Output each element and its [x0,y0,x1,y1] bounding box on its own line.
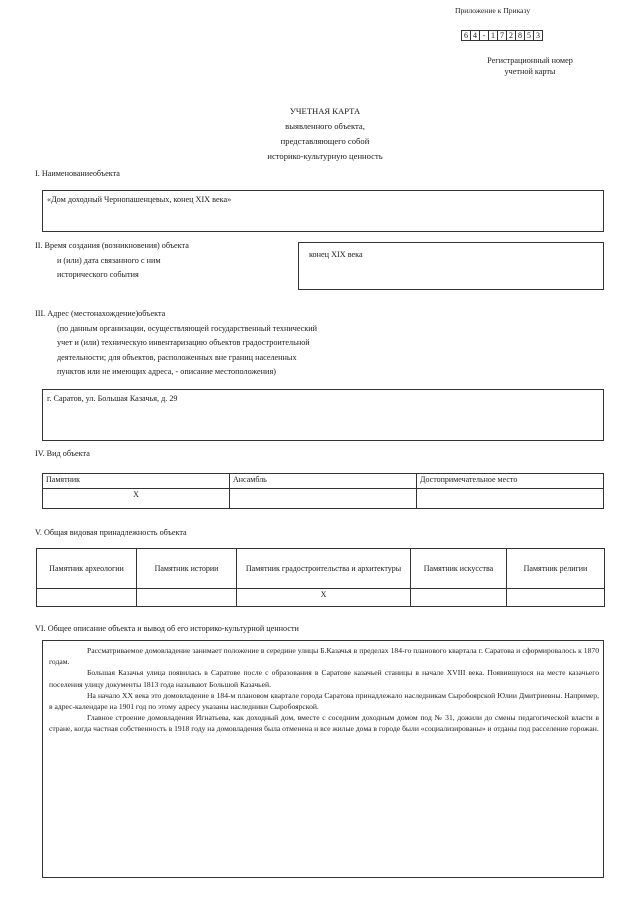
section5-label: V. Общая видовая принадлежность объекта [35,528,187,537]
title-line-4: историко-культурную ценность [267,151,383,161]
object-name-value: «Дом доходный Чернопашенцевых, конец XIX века» [47,195,232,204]
type-header-landmark: Достопримечательное место [417,474,604,489]
category-header-architecture: Памятник градостроительства и архитектуры [237,549,411,589]
section2-label-2: и (или) дата связанного с ним [57,256,161,265]
appendix-note: Приложение к Приказу [455,6,531,15]
address-value: г. Саратов, ул. Большая Казачья, д. 29 [47,394,178,403]
object-type-table [42,473,604,509]
reg-number-caption-2: учетной карты [504,67,556,76]
type-mark-monument: X [43,489,230,509]
category-mark-religion [507,589,605,607]
reg-digit: 1 [488,30,498,41]
section2-value-box [298,242,604,290]
section1-value-box [42,190,604,232]
object-category-table [36,548,605,607]
title-line-3: представляющего собой [280,136,370,146]
type-header-ensemble: Ансамбль [230,474,417,489]
title-line-2: выявленного объекта, [285,121,365,131]
section2-label-3: исторического события [57,270,139,279]
section3-value-box [42,389,604,441]
reg-digit: 5 [524,30,534,41]
section3-label-4: деятельности; для объектов, расположенных вне границ населенных [57,353,297,362]
section3-label-5: пунктов или не имеющих адреса, - описание местоположения) [57,367,276,376]
reg-number-caption-1: Регистрационный номер [487,56,573,65]
reg-digit: - [479,30,489,41]
reg-digit: 7 [497,30,507,41]
reg-digit: 6 [461,30,471,41]
category-mark-history [137,589,237,607]
registration-number [462,30,543,41]
type-mark-landmark [417,489,604,509]
document-title [0,104,640,164]
description-paragraph: Главное строение домовладения Игнатьева, как доходный дом, вместе с соседним доходным домом под № 31, дожили до смены педагогической власти в стране, когда частная собственность в 1918 году на домовладения была отменена и все жилые дома в городе были «социализированы» и отданы под расселение горожан. [49,713,599,734]
description-paragraph: Рассматриваемое домовладение занимает положение в середине улицы Б.Казачья в пределах 184-го планового квартала г. Саратова и сформировалось к 1870 годам. [49,646,599,667]
reg-digit: 3 [533,30,543,41]
type-mark-ensemble [230,489,417,509]
category-mark-architecture: X [237,589,411,607]
section3-label-1: III. Адрес (местонахождение)объекта [35,309,166,318]
title-line-1: УЧЕТНАЯ КАРТА [289,106,361,116]
section3-label-3: учет и (или) техническую инвентаризацию объектов градостроительной [57,338,310,347]
category-header-art: Памятник искусства [411,549,507,589]
type-header-monument: Памятник [43,474,230,489]
description-paragraph: На начало XX века это домовладение в 184-м плановом квартале города Саратова принадлежало наследникам Сыробоярской Юлии Дмитриевны. Например, в адрес-календаре на 1901 год по этому адресу указаны наследники Сыробоярской. [49,690,599,712]
section4-label: IV. Вид объекта [35,449,90,458]
section3-label-2: (по данным организации, осуществляющей государственный технический [57,324,318,333]
creation-time-value: конец XIX века [309,250,363,259]
description-paragraph: Большая Казачья улица появилась в Саратове после с образования в Саратове казачьей станицы в начале XVIII века. Появившуюся на месте казачьего поселения улицу документы 1813 года называют Большой Казачьей. [49,668,599,689]
section2-label-1: II. Время создания (возникновения) объекта [35,241,189,250]
reg-digit: 2 [506,30,516,41]
category-header-religion: Памятник религии [507,549,605,589]
section1-label: I. Наименованиеобъекта [35,169,120,178]
category-mark-archaeology [37,589,137,607]
reg-digit: 4 [470,30,480,41]
description-box [42,640,604,878]
section6-label: VI. Общее описание объекта и вывод об его историко-культурной ценности [35,624,299,633]
reg-digit: 8 [515,30,525,41]
category-header-archaeology: Памятник археологии [37,549,137,589]
category-header-history: Памятник истории [137,549,237,589]
category-mark-art [411,589,507,607]
